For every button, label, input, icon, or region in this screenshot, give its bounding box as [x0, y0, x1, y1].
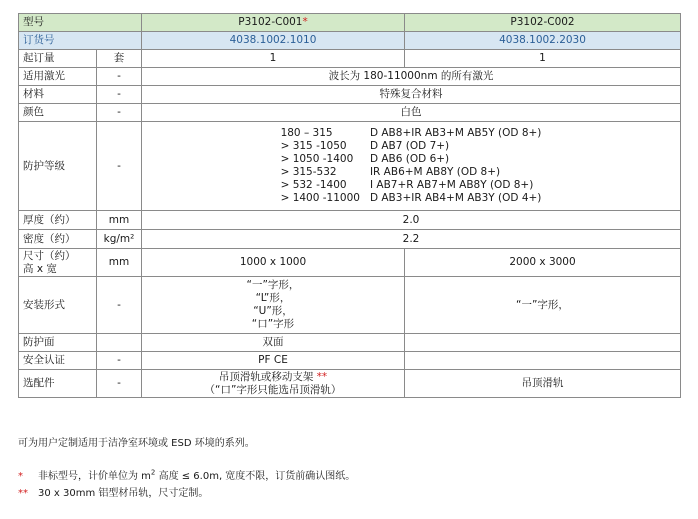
install-row [19, 277, 681, 334]
accessory-b: 吊顶滑轨 [405, 370, 681, 398]
install-a-line: “口”字形 [251, 318, 295, 330]
density-row [19, 230, 681, 249]
protection-spec: I AB7+R AB7+M AB8Y (OD 8+) [369, 179, 534, 191]
size-row [19, 249, 681, 277]
material-row [19, 86, 681, 104]
color-row [19, 104, 681, 122]
material-value: 特殊复合材料 [142, 86, 681, 104]
protection-spec: D AB8+IR AB3+M AB5Y (OD 8+) [369, 127, 542, 139]
color-label: 颜色 [19, 104, 97, 122]
thickness-label: 厚度（约） [19, 211, 97, 230]
laser-label: 适用激光 [19, 68, 97, 86]
size-label-sub: 高 x 宽 [23, 262, 57, 275]
cert-a: PF CE [142, 352, 405, 370]
note-rail [18, 488, 208, 500]
thickness-unit: mm [97, 211, 142, 230]
accessory-a-note: （“口”字形只能选吊顶滑轨） [204, 383, 342, 396]
moq-row [19, 50, 681, 68]
thickness-value: 2.0 [142, 211, 681, 230]
density-label: 密度（约） [19, 230, 97, 249]
cert-b [405, 352, 681, 370]
accessory-a: 吊顶滑轨或移动支架 [218, 370, 314, 383]
note-text: 非标型号，计价单位为 m [38, 471, 151, 482]
size-label-cell [19, 249, 97, 277]
face-empty [405, 334, 681, 352]
order-b: 4038.1002.2030 [405, 32, 681, 50]
laser-row [19, 68, 681, 86]
material-unit: - [97, 86, 142, 104]
protection-spec: D AB7 (OD 7+) [369, 140, 450, 152]
protection-unit: - [97, 122, 142, 211]
install-b: “一”字形， [405, 277, 681, 334]
face-unit [97, 334, 142, 352]
laser-value: 波长为 180-11000nm 的所有激光 [142, 68, 681, 86]
note-text-cont: 高度 ≤ 6.0m, 宽度不限，订货前确认图纸。 [155, 471, 356, 482]
note-mark: * [18, 471, 23, 482]
accessory-a-cell [142, 370, 405, 398]
accessory-a-mark: ** [316, 370, 328, 383]
laser-unit: - [97, 68, 142, 86]
protection-range: > 1400 -11000 [280, 192, 360, 204]
model-label: 型号 [19, 14, 142, 32]
size-unit: mm [97, 249, 142, 277]
install-unit: - [97, 277, 142, 334]
install-a-line: “U”形， [253, 305, 293, 317]
size-a: 1000 x 1000 [142, 249, 405, 277]
protection-spec: D AB6 (OD 6+) [369, 153, 450, 165]
note-custom: 可为用户定制适用于洁净室环境或 ESD 环境的系列。 [18, 438, 255, 449]
cert-row [19, 352, 681, 370]
accessory-unit: - [97, 370, 142, 398]
accessory-row [19, 370, 681, 398]
note-text: 30 x 30mm 铝型材吊轨，尺寸定制。 [38, 488, 209, 499]
install-a-line: “一”字形， [246, 279, 300, 291]
protection-spec: D AB3+IR AB4+M AB3Y (OD 4+) [369, 192, 542, 204]
order-label: 订货号 [19, 32, 142, 50]
moq-unit: 套 [97, 50, 142, 68]
note-nonstandard [18, 468, 356, 483]
size-b: 2000 x 3000 [405, 249, 681, 277]
order-a: 4038.1002.1010 [142, 32, 405, 50]
protection-range: > 1050 -1400 [280, 153, 354, 165]
material-label: 材料 [19, 86, 97, 104]
moq-b: 1 [405, 50, 681, 68]
model-a: P3102-C001 [238, 16, 303, 28]
accessory-label: 选配件 [19, 370, 97, 398]
color-value: 白色 [142, 104, 681, 122]
cert-unit: - [97, 352, 142, 370]
note-mark: ** [18, 488, 28, 499]
density-unit: kg/m² [97, 230, 142, 249]
protection-value-cell [142, 122, 681, 211]
face-label: 防护面 [19, 334, 97, 352]
protection-range: > 315-532 [280, 166, 337, 178]
density-value: 2.2 [142, 230, 681, 249]
model-b: P3102-C002 [405, 14, 681, 32]
face-value: 双面 [142, 334, 405, 352]
protection-range: > 532 -1400 [280, 179, 347, 191]
face-row [19, 334, 681, 352]
color-unit: - [97, 104, 142, 122]
install-a-cell [142, 277, 405, 334]
moq-label: 起订量 [19, 50, 97, 68]
install-a-line: “L”形， [255, 292, 291, 304]
protection-range: 180 – 315 [280, 127, 333, 139]
protection-spec: IR AB6+M AB8Y (OD 8+) [369, 166, 501, 178]
cert-label: 安全认证 [19, 352, 97, 370]
install-label: 安装形式 [19, 277, 97, 334]
thickness-row [19, 211, 681, 230]
model-row [19, 14, 681, 32]
protection-range: > 315 -1050 [280, 140, 347, 152]
spec-table [18, 13, 681, 398]
protection-grid [281, 127, 542, 205]
model-a-mark: * [302, 16, 308, 28]
protection-label: 防护等级 [19, 122, 97, 211]
protection-row [19, 122, 681, 211]
size-label: 尺寸（约） [23, 249, 76, 262]
order-row [19, 32, 681, 50]
moq-a: 1 [142, 50, 405, 68]
model-a-cell [142, 14, 405, 32]
note-sup: 2 [150, 468, 156, 477]
